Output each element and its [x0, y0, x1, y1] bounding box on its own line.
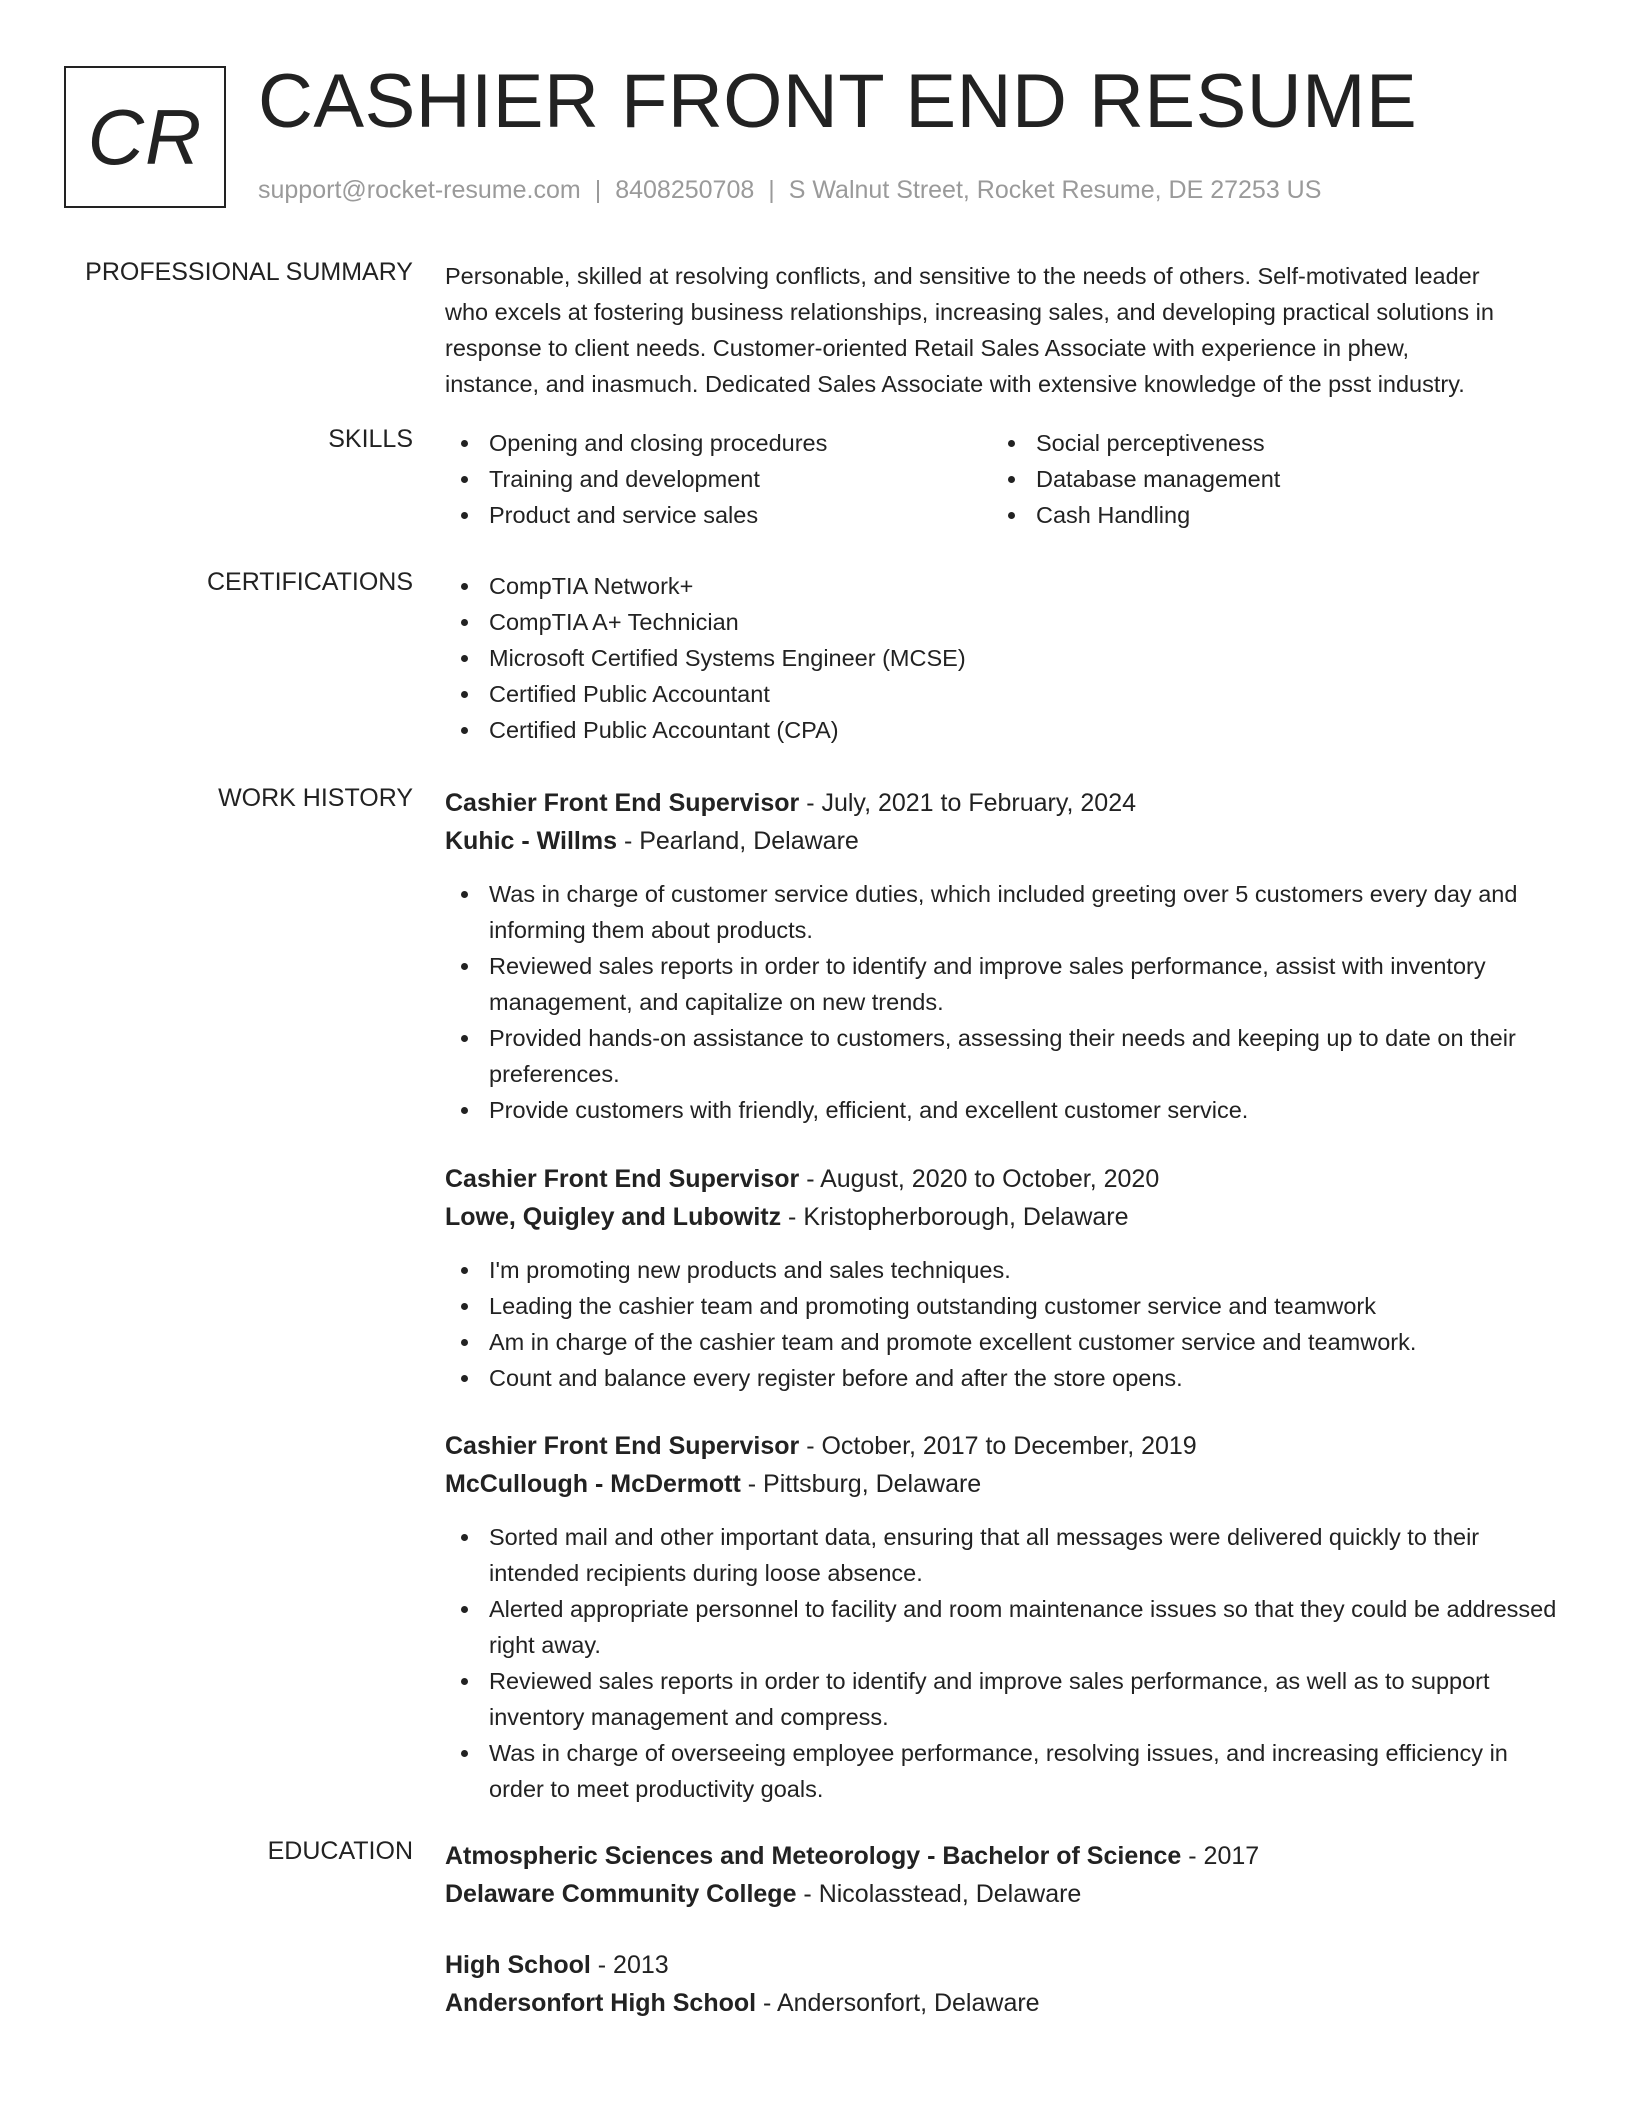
job-duties-list	[445, 1519, 1560, 1807]
skill-item: Product and service sales	[445, 497, 992, 533]
skill-item: Cash Handling	[992, 497, 1532, 533]
skills-column-left	[445, 425, 992, 533]
section-label-work-history: WORK HISTORY	[218, 784, 413, 812]
job-duties-list	[445, 1252, 1560, 1396]
job-title-line	[445, 784, 1560, 822]
job-entry	[445, 784, 1560, 1128]
certification-item: CompTIA A+ Technician	[445, 604, 1560, 640]
contact-email[interactable]: support@rocket-resume.com	[258, 176, 581, 204]
contact-phone[interactable]: 8408250708	[615, 176, 755, 204]
job-company: Lowe, Quigley and Lubowitz	[445, 1203, 782, 1231]
education-year: - 2013	[590, 1951, 669, 1979]
monogram-initials: CR	[87, 92, 203, 181]
job-duty: Reviewed sales reports in order to identify and improve sales performance, as well as to support inventory management and compress.	[445, 1663, 1560, 1735]
monogram-box	[64, 66, 226, 208]
job-company-line	[445, 1198, 1560, 1236]
job-company-line	[445, 822, 1560, 860]
skill-item: Training and development	[445, 461, 992, 497]
education-degree: High School	[445, 1951, 591, 1979]
education-location: - Nicolasstead, Delaware	[796, 1880, 1082, 1908]
resume-title: CASHIER FRONT END RESUME	[258, 59, 1418, 144]
section-label-certifications: CERTIFICATIONS	[206, 568, 413, 596]
job-entry	[445, 1160, 1560, 1396]
summary-line: instance, and inasmuch. Dedicated Sales Associate with extensive knowledge of the psst industry.	[445, 371, 1465, 397]
job-company: Kuhic - Willms	[445, 827, 618, 855]
job-duty: Leading the cashier team and promoting outstanding customer service and teamwork	[445, 1288, 1560, 1324]
certifications-list	[445, 568, 1560, 748]
job-duties-list	[445, 876, 1560, 1128]
section-label-summary: PROFESSIONAL SUMMARY	[85, 258, 413, 286]
job-dates: - August, 2020 to October, 2020	[799, 1165, 1160, 1193]
job-duty: Provide customers with friendly, efficient, and excellent customer service.	[445, 1092, 1560, 1128]
education-school: Andersonfort High School	[445, 1989, 757, 2017]
job-dates: - October, 2017 to December, 2019	[799, 1432, 1197, 1460]
job-duty: Count and balance every register before and after the store opens.	[445, 1360, 1560, 1396]
certification-item: Microsoft Certified Systems Engineer (MCSE)	[445, 640, 1560, 676]
contact-address: S Walnut Street, Rocket Resume, DE 27253 US	[788, 176, 1322, 204]
job-entry	[445, 1427, 1560, 1807]
summary-line: response to client needs. Customer-oriented Retail Sales Associate with experience in phew,	[445, 335, 1410, 361]
job-title-line	[445, 1427, 1560, 1465]
contact-line	[258, 176, 1321, 205]
job-duty: I'm promoting new products and sales techniques.	[445, 1252, 1560, 1288]
education-entry	[445, 1837, 1560, 1913]
certification-item: CompTIA Network+	[445, 568, 1560, 604]
job-duty: Was in charge of overseeing employee performance, resolving issues, and increasing efficiency in order to meet productivity goals.	[445, 1735, 1560, 1807]
section-label-education: EDUCATION	[267, 1837, 413, 1865]
skill-item: Social perceptiveness	[992, 425, 1532, 461]
education-degree-line	[445, 1837, 1560, 1875]
job-duty: Provided hands-on assistance to customers, assessing their needs and keeping up to date on their preferences.	[445, 1020, 1560, 1092]
job-title: Cashier Front End Supervisor	[445, 1432, 800, 1460]
contact-separator: |	[768, 176, 775, 204]
job-duty: Am in charge of the cashier team and promote excellent customer service and teamwork.	[445, 1324, 1560, 1360]
education-location: - Andersonfort, Delaware	[756, 1989, 1040, 2017]
job-duty: Was in charge of customer service duties, which included greeting over 5 customers every day and informing them about products.	[445, 876, 1560, 948]
job-company-line	[445, 1465, 1560, 1503]
job-title-line	[445, 1160, 1560, 1198]
job-location: - Pearland, Delaware	[617, 827, 859, 855]
job-title: Cashier Front End Supervisor	[445, 1165, 800, 1193]
education-school: Delaware Community College	[445, 1880, 797, 1908]
education-degree-line	[445, 1946, 1560, 1984]
job-title: Cashier Front End Supervisor	[445, 789, 800, 817]
job-duty: Alerted appropriate personnel to facility and room maintenance issues so that they could be addressed right away.	[445, 1591, 1560, 1663]
job-location: - Kristopherborough, Delaware	[781, 1203, 1129, 1231]
job-duty: Sorted mail and other important data, ensuring that all messages were delivered quickly to their intended recipients during loose absence.	[445, 1519, 1560, 1591]
summary-text	[445, 258, 1560, 402]
job-duty: Reviewed sales reports in order to identify and improve sales performance, assist with inventory management, and capitalize on new trends.	[445, 948, 1560, 1020]
job-location: - Pittsburg, Delaware	[740, 1470, 982, 1498]
section-label-skills: SKILLS	[328, 425, 413, 453]
education-degree: Atmospheric Sciences and Meteorology - Bachelor of Science	[445, 1842, 1182, 1870]
education-school-line	[445, 1875, 1560, 1913]
skills-list	[445, 425, 1560, 533]
skills-column-right	[992, 425, 1532, 533]
contact-separator: |	[594, 176, 602, 204]
skill-item: Database management	[992, 461, 1532, 497]
education-entry	[445, 1946, 1560, 2022]
job-company: McCullough - McDermott	[445, 1470, 741, 1498]
education-school-line	[445, 1984, 1560, 2022]
summary-line: who excels at fostering business relationships, increasing sales, and developing practical solutions in	[445, 299, 1494, 325]
skill-item: Opening and closing procedures	[445, 425, 992, 461]
education-year: - 2017	[1181, 1842, 1260, 1870]
certification-item: Certified Public Accountant (CPA)	[445, 712, 1560, 748]
certifications-body	[445, 568, 1560, 748]
summary-line: Personable, skilled at resolving conflicts, and sensitive to the needs of others. Self-motivated leader	[445, 263, 1480, 289]
job-dates: - July, 2021 to February, 2024	[799, 789, 1137, 817]
certification-item: Certified Public Accountant	[445, 676, 1560, 712]
